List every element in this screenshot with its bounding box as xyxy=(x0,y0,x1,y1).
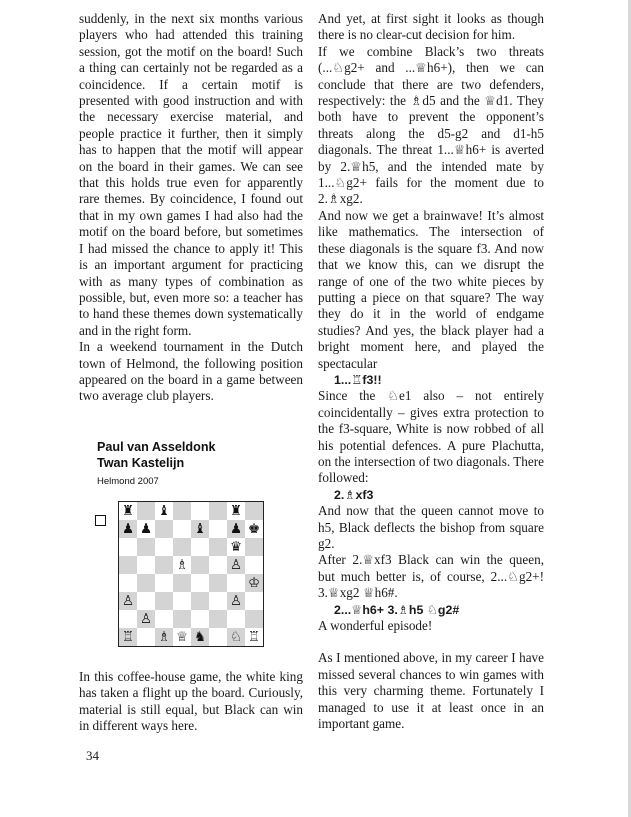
square-e5 xyxy=(191,556,209,574)
paragraph: A wonderful episode! xyxy=(318,618,433,634)
square-b7 xyxy=(137,520,155,538)
square-d6 xyxy=(173,538,191,556)
square-e3 xyxy=(191,592,209,610)
square-h3 xyxy=(245,592,263,610)
square-f1 xyxy=(209,628,227,646)
chess-piece: ♙ xyxy=(229,557,243,573)
paragraph: In this coffee-house game, the white king has taken a flight up the board. Curiously, material is still equal, but Black can win in different ways here. xyxy=(79,669,303,734)
square-c7 xyxy=(155,520,173,538)
chess-piece: ♗ xyxy=(175,557,189,573)
chess-piece: ♞ xyxy=(193,629,207,645)
square-a8 xyxy=(119,502,137,520)
square-b2 xyxy=(137,610,155,628)
black-to-move-indicator xyxy=(95,515,106,526)
square-c2 xyxy=(155,610,173,628)
square-h5 xyxy=(245,556,263,574)
left-column-bottom xyxy=(79,669,303,735)
chess-piece: ♖ xyxy=(247,629,261,645)
square-a1 xyxy=(119,628,137,646)
chess-piece: ♝ xyxy=(157,503,171,519)
square-d4 xyxy=(173,574,191,592)
chess-piece: ♟ xyxy=(121,521,135,537)
square-e1 xyxy=(191,628,209,646)
square-e4 xyxy=(191,574,209,592)
chess-piece: ♙ xyxy=(139,611,153,627)
left-column xyxy=(79,11,303,405)
square-g3 xyxy=(227,592,245,610)
square-h6 xyxy=(245,538,263,556)
square-a4 xyxy=(119,574,137,592)
square-c8 xyxy=(155,502,173,520)
paragraph: Since the ♘e1 also – not entirely coincidentally – gives extra protection to the f3-square, White is now robbed of all his potential defences. A pure Plachutta, on the intersection of two diagonals. There followed: xyxy=(318,388,544,486)
square-b3 xyxy=(137,592,155,610)
square-g4 xyxy=(227,574,245,592)
chess-piece: ♘ xyxy=(229,629,243,645)
square-f4 xyxy=(209,574,227,592)
square-f7 xyxy=(209,520,227,538)
square-g2 xyxy=(227,610,245,628)
square-g1 xyxy=(227,628,245,646)
square-h7 xyxy=(245,520,263,538)
right-column xyxy=(318,11,544,732)
chess-piece: ♖ xyxy=(121,629,135,645)
square-g7 xyxy=(227,520,245,538)
square-h2 xyxy=(245,610,263,628)
black-player-name: Twan Kastelijn xyxy=(97,456,185,470)
paragraph: If we combine Black’s two threats (...♘g2+ and ...♕h6+), then we can conclude that there are two defenders, respectively: the ♗d5 and the ♕d1. They both have to prevent the opponent’s threats along the d5-g2 and d1-h5 diagonals. The threat 1...♕h6+ is averted by 2.♕h5, and the intended mate by 1...♘g2+ fails for the moment due to 2.♗xg2. xyxy=(318,43,544,207)
square-b4 xyxy=(137,574,155,592)
square-d8 xyxy=(173,502,191,520)
paragraph: And yet, at first sight it looks as though there is no clear-cut decision for him. xyxy=(318,11,544,43)
square-f6 xyxy=(209,538,227,556)
square-c4 xyxy=(155,574,173,592)
chess-piece: ♕ xyxy=(175,629,189,645)
chess-piece: ♜ xyxy=(121,503,135,519)
chess-piece: ♛ xyxy=(229,539,243,555)
white-player-name: Paul van Asseldonk xyxy=(97,440,216,454)
paragraph-gap xyxy=(318,634,544,650)
chess-piece: ♜ xyxy=(229,503,243,519)
square-b8 xyxy=(137,502,155,520)
square-g6 xyxy=(227,538,245,556)
paragraph: And now that the queen cannot move to h5, Black deflects the bishop from square g2. xyxy=(318,503,544,551)
square-e6 xyxy=(191,538,209,556)
square-f2 xyxy=(209,610,227,628)
square-c1 xyxy=(155,628,173,646)
chess-piece: ♔ xyxy=(247,575,261,591)
square-a3 xyxy=(119,592,137,610)
move-line: 2...♕h6+ 3.♗h5 ♘g2# xyxy=(334,602,460,617)
paragraph: As I mentioned above, in my career I have missed several chances to win games with this very charming theme. Fortunately I managed to use it at least once in an important game. xyxy=(318,650,544,732)
square-d1 xyxy=(173,628,191,646)
page-number: 34 xyxy=(86,748,99,763)
move-line: 1...♖f3!! xyxy=(334,372,382,387)
chess-piece: ♙ xyxy=(229,593,243,609)
square-h8 xyxy=(245,502,263,520)
square-g8 xyxy=(227,502,245,520)
chess-piece: ♙ xyxy=(121,593,135,609)
square-d5 xyxy=(173,556,191,574)
square-e8 xyxy=(191,502,209,520)
square-d2 xyxy=(173,610,191,628)
paragraph: In a weekend tournament in the Dutch town of Helmond, the following position appeared on the board in a game between two average club players. xyxy=(79,339,303,404)
square-a2 xyxy=(119,610,137,628)
square-b5 xyxy=(137,556,155,574)
square-g5 xyxy=(227,556,245,574)
square-h1 xyxy=(245,628,263,646)
paragraph: After 2.♕xf3 Black can win the queen, but much better is, of course, 2...♘g2+! 3.♕xg2 ♕h6#. xyxy=(318,552,544,601)
chess-piece: ♝ xyxy=(193,521,207,537)
square-a6 xyxy=(119,538,137,556)
square-c5 xyxy=(155,556,173,574)
square-b1 xyxy=(137,628,155,646)
chess-diagram xyxy=(118,501,264,647)
square-c3 xyxy=(155,592,173,610)
square-c6 xyxy=(155,538,173,556)
chess-piece: ♟ xyxy=(229,521,243,537)
square-d7 xyxy=(173,520,191,538)
chess-piece: ♗ xyxy=(157,629,171,645)
event-name: Helmond 2007 xyxy=(97,476,159,487)
move-line: 2.♗xf3 xyxy=(334,487,374,502)
square-a7 xyxy=(119,520,137,538)
square-e2 xyxy=(191,610,209,628)
square-f5 xyxy=(209,556,227,574)
square-e7 xyxy=(191,520,209,538)
chess-piece: ♚ xyxy=(247,521,261,537)
square-d3 xyxy=(173,592,191,610)
square-f8 xyxy=(209,502,227,520)
paragraph: And now we get a brainwave! It’s almost like mathematics. The intersection of these diagonals is the square f3. And now that we know this, can we disrupt the range of one of the two white pieces by putting a piece on that square? The way they do it in the world of endgame studies? And yes, the black player had a bright moment here, and played the spectacular xyxy=(318,207,544,371)
square-b6 xyxy=(137,538,155,556)
square-h4 xyxy=(245,574,263,592)
chess-piece: ♟ xyxy=(139,521,153,537)
paragraph: suddenly, in the next six months various players who had attended this training session, got the motif on the board! Such a thing can certainly not be regarded as a coincidence. If a certain motif is presented with good instruction and with the necessary exercise material, and people practice it further, then it simply has to happen that the motif will appear on the board in their games. We can see that this holds true even for apparently rare themes. By coincidence, I found out that in my own games I had also had the motif on the board before, but sometimes I had missed the chance to apply it! This is an important argument for practicing with as many types of combination as possible, but, even more so: a teacher has to hand these themes down systematically and in the right form. xyxy=(79,11,303,338)
square-f3 xyxy=(209,592,227,610)
square-a5 xyxy=(119,556,137,574)
